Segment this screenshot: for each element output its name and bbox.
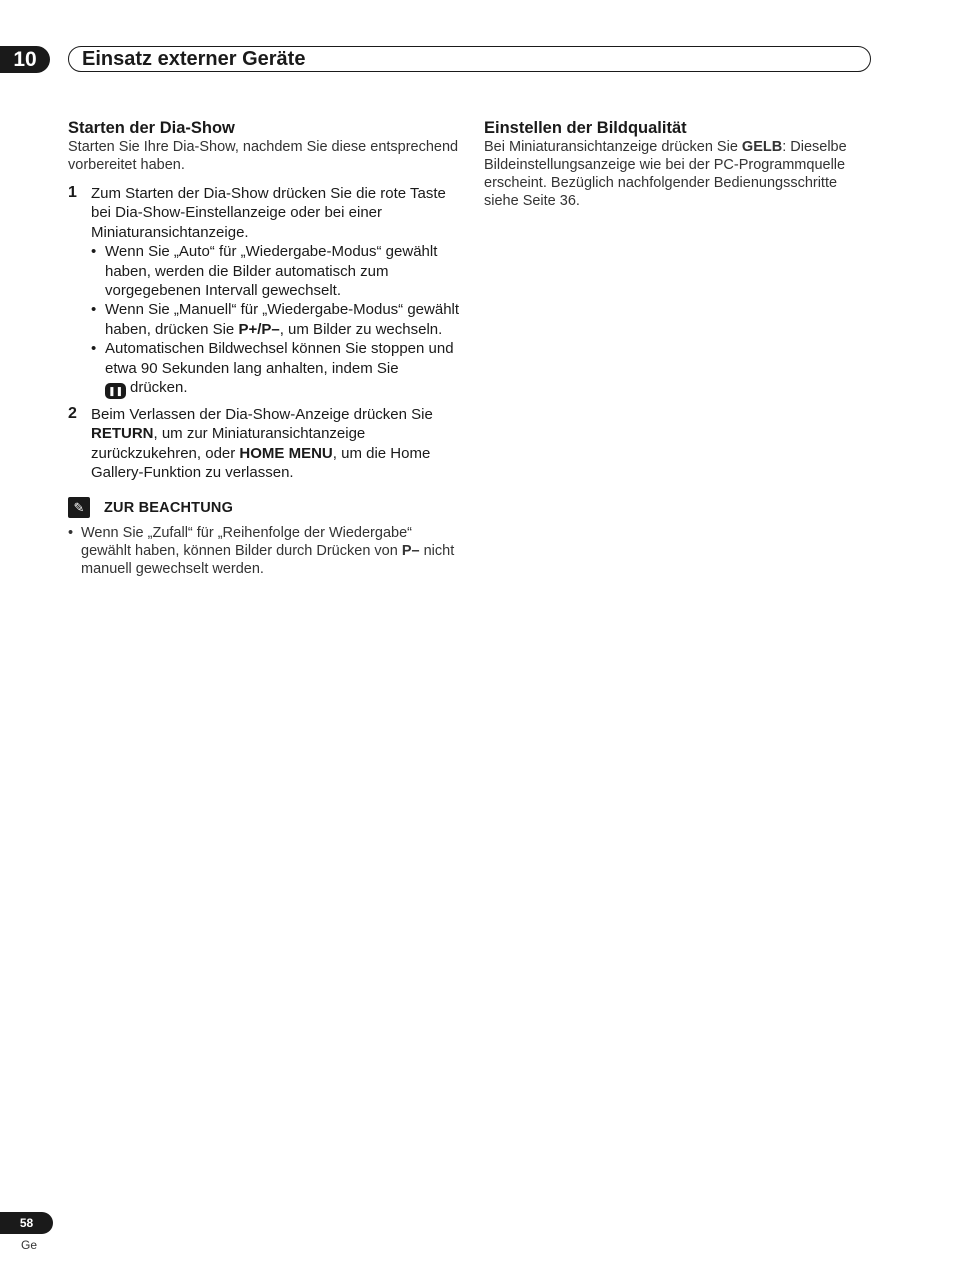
key-label: GELB: [741, 139, 783, 155]
text-run: : Dieselbe Bildeinstellungsanzeige wie bei der PC-Programmquelle erscheint. Bezüglich nachfolgender Bedienungsschritte siehe Seite 36.: [484, 139, 847, 209]
key-label: RETURN: [91, 425, 154, 443]
bullet-text: drücken.: [130, 379, 188, 397]
page-number: 58: [0, 1212, 53, 1234]
section-heading-slideshow: Starten der Dia-Show: [68, 119, 235, 137]
chapter-title: Einsatz externer Geräte: [82, 47, 306, 70]
chapter-number: 10: [0, 46, 50, 73]
bullet-text: , um Bilder zu wechseln.: [279, 320, 443, 338]
key-label: P–: [401, 542, 420, 559]
step-text: Zum Starten der Dia-Show drücken Sie die rote Taste bei Dia-Show-Einstellanzeige oder bei einer Miniaturansichtanzeige.: [91, 185, 446, 241]
note-text: • Wenn Sie „Zufall“ für „Reihenfolge der Wiedergabe“ gewählt haben, können Bilder durch Drücken von P– nicht manuell gewechselt werden.: [68, 524, 455, 577]
section-heading-picture-quality: Einstellen der Bildqualität: [484, 119, 687, 137]
language-code: Ge: [21, 1238, 38, 1252]
step-2: [68, 405, 463, 483]
note-header: [68, 497, 463, 519]
chapter-title-bar: [68, 46, 871, 72]
text-run: , um die Home Gallery-Funktion zu verlassen.: [91, 444, 431, 482]
section-intro: Starten Sie Ihre Dia-Show, nachdem Sie diese entsprechend vorbereitet haben.: [68, 139, 459, 173]
bullet-item: • Wenn Sie „Auto“ für „Wiedergabe-Modus“ gewählt haben, werden die Bilder automatisch zum vorgegebenen Intervall gewechselt.: [91, 243, 438, 300]
section-body: [484, 138, 874, 210]
bullet-text: Automatischen Bildwechsel können Sie stoppen und etwa 90 Sekunden lang anhalten, indem Sie: [105, 340, 454, 377]
text-run: Beim Verlassen der Dia-Show-Anzeige drücken Sie: [91, 406, 433, 424]
bullet-text: Wenn Sie „Auto“ für „Wiedergabe-Modus“ gewählt haben, werden die Bilder automatisch zum vorgegebenen Intervall gewechselt.: [105, 243, 438, 300]
key-label: P+/P–: [238, 320, 280, 338]
pencil-note-icon: ✎: [68, 497, 90, 518]
step-text: [91, 405, 463, 483]
text-run: Bei Miniaturansichtanzeige drücken Sie: [484, 139, 742, 155]
step-number: 2: [68, 405, 77, 423]
bullet-item: • Automatischen Bildwechsel können Sie stoppen und etwa 90 Sekunden lang anhalten, indem Sie ❚❚ drücken.: [91, 339, 463, 399]
bullet-text: Wenn Sie „Manuell“ für „Wiedergabe-Modus“ gewählt haben, drücken Sie: [105, 301, 460, 338]
text-run: nicht manuell gewechselt werden.: [81, 542, 455, 577]
text-run: , um zur Miniaturansichtanzeige zurückzukehren, oder: [91, 425, 366, 462]
left-column: [68, 118, 463, 578]
right-column: [484, 118, 874, 210]
step-number: 1: [68, 184, 77, 201]
key-label: HOME MENU: [239, 444, 333, 462]
pause-button-icon: ❚❚: [105, 383, 126, 399]
text-run: Wenn Sie „Zufall“ für „Reihenfolge der Wiedergabe“ gewählt haben, können Bilder durch Drücken von: [81, 524, 412, 559]
note-title: ZUR BEACHTUNG: [104, 499, 234, 516]
step-bullets: [91, 242, 463, 399]
step-1: [68, 184, 463, 399]
bullet-item: • Wenn Sie „Manuell“ für „Wiedergabe-Modus“ gewählt haben, drücken Sie P+/P–, um Bilder zu wechseln.: [91, 301, 460, 338]
